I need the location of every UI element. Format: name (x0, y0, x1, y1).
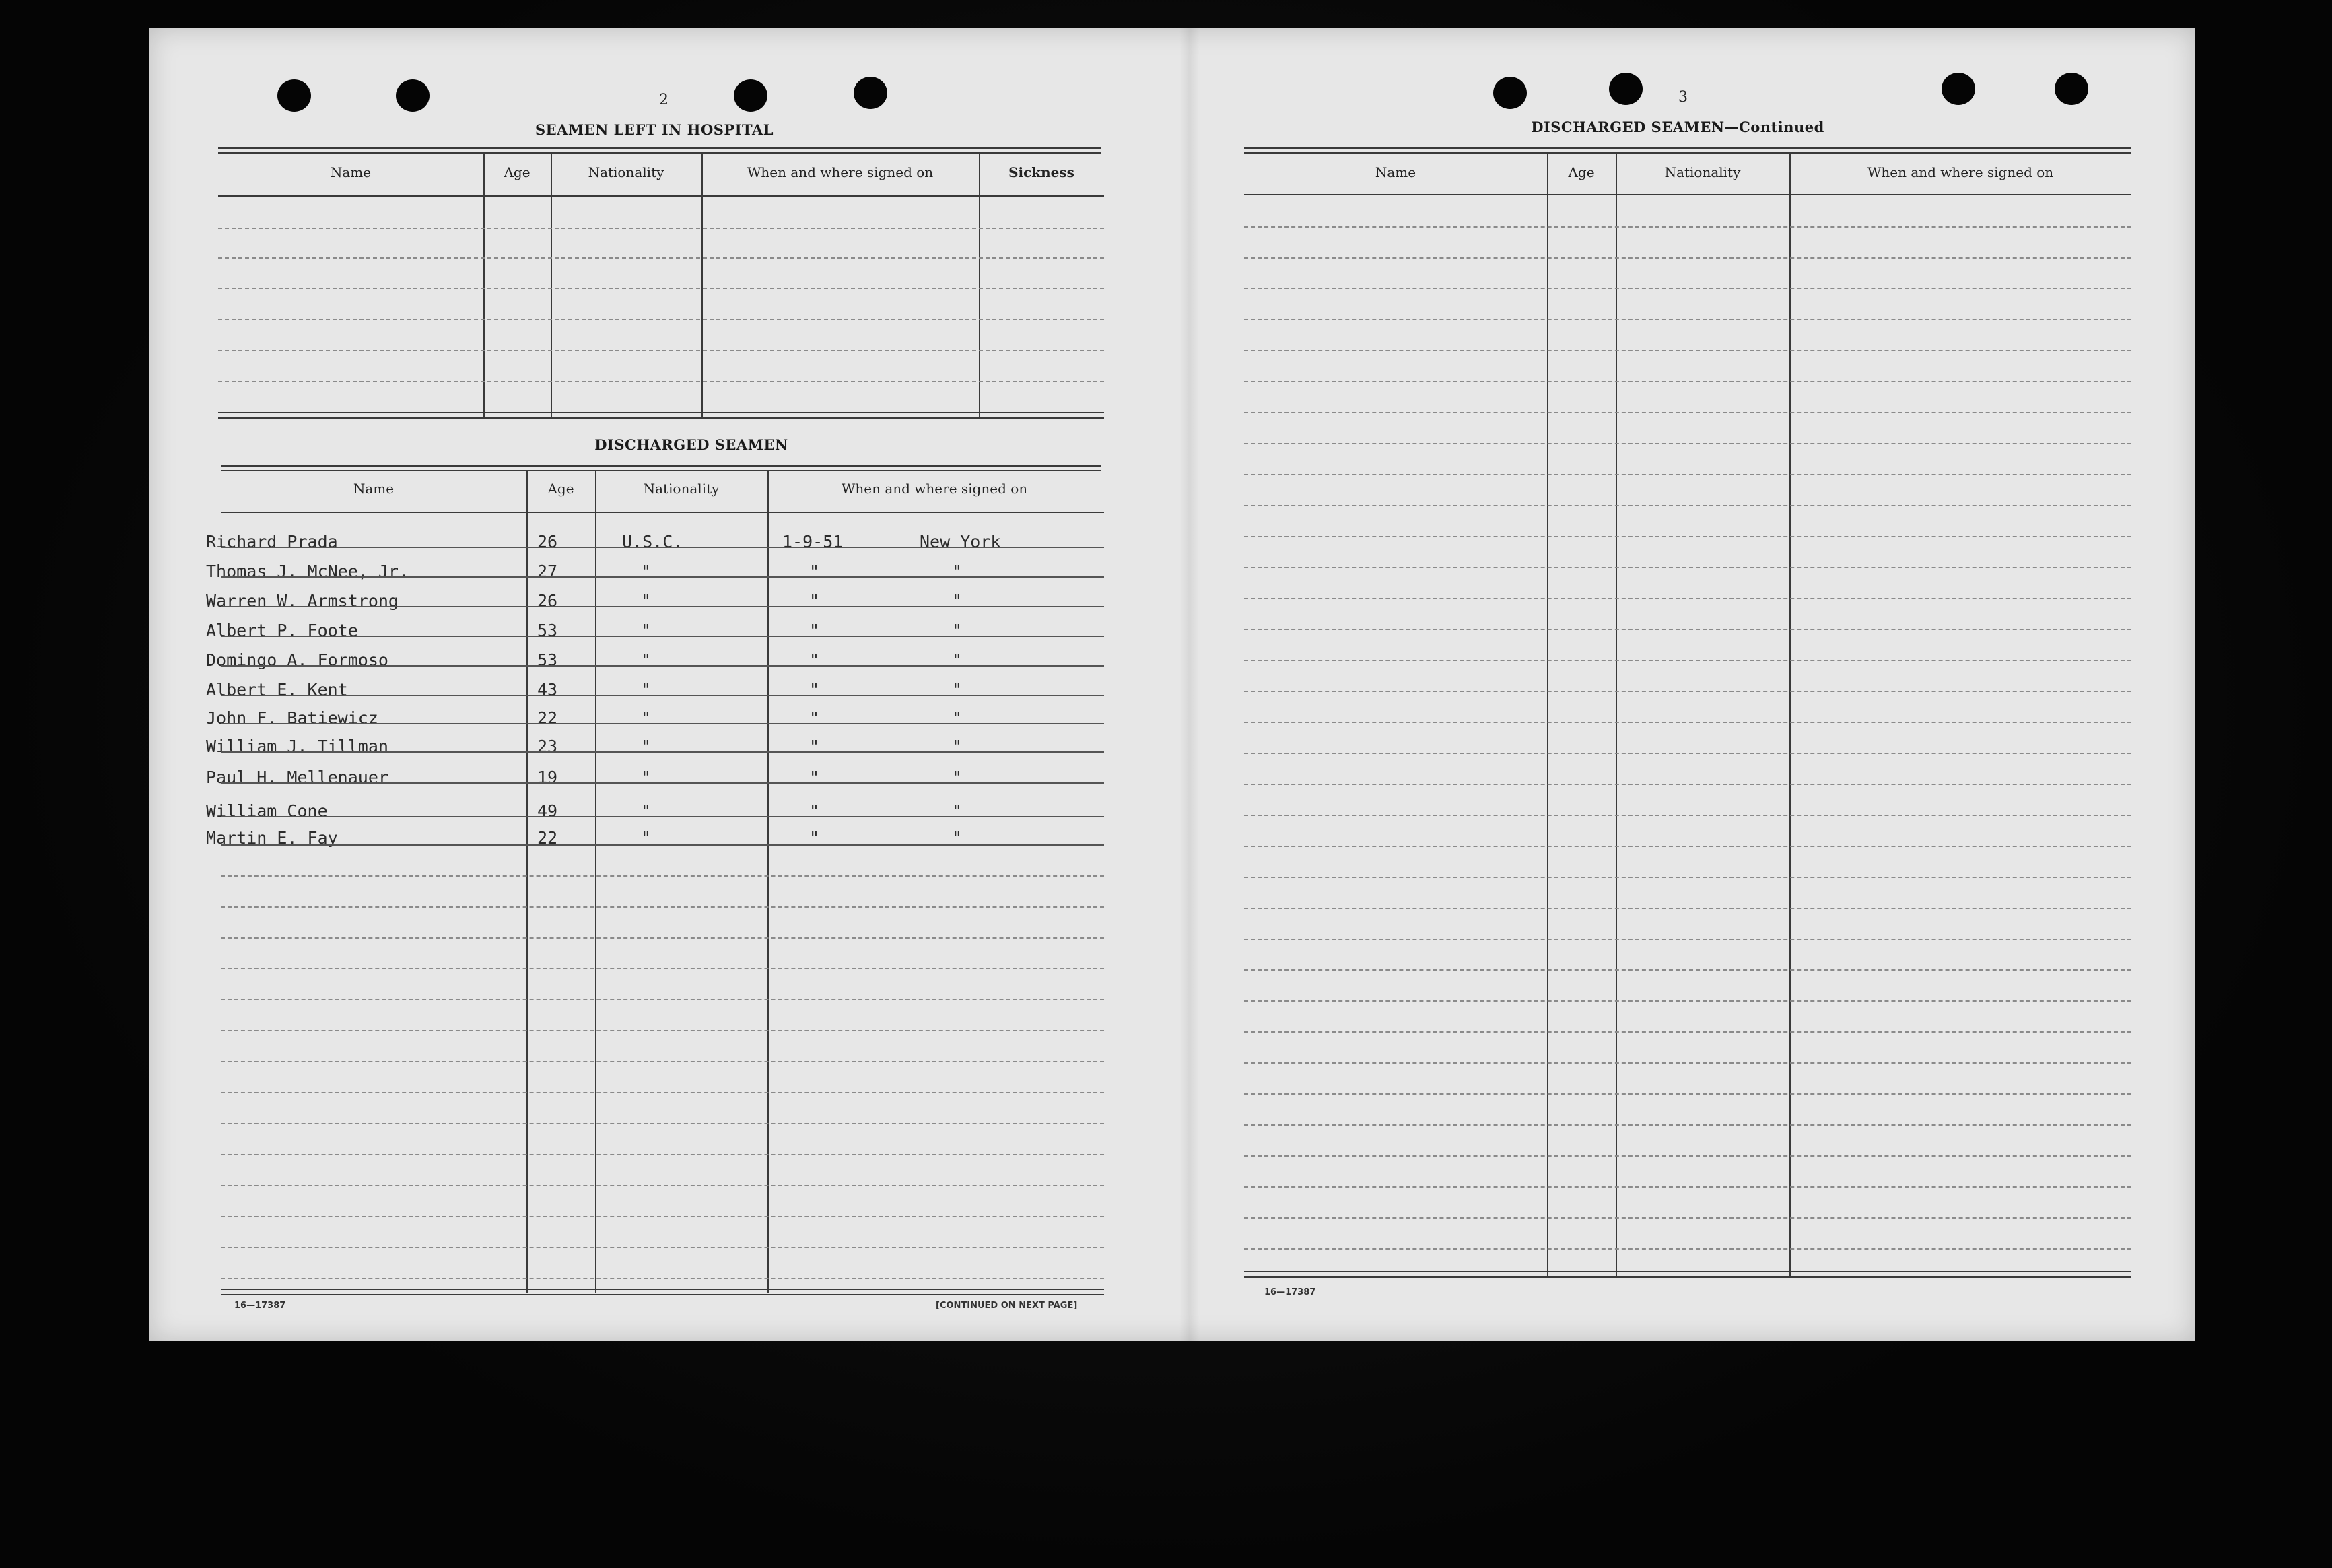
seaman-age: 22 (537, 708, 558, 728)
hospital-section-title: SEAMEN LEFT IN HOSPITAL (535, 121, 774, 138)
column-divider (1616, 154, 1617, 1278)
row-rule (1244, 629, 2131, 630)
signed-on-place: " (952, 801, 963, 821)
column-divider (595, 471, 596, 1293)
seaman-nationality: " (641, 768, 652, 787)
discharged-section-title: DISCHARGED SEAMEN (594, 436, 788, 453)
row-rule (1244, 598, 2131, 599)
row-rule (1244, 846, 2131, 847)
signed-on-place: " (952, 621, 963, 640)
column-divider (551, 154, 552, 417)
table-bottom-rule (218, 417, 1104, 419)
row-rule (1244, 660, 2131, 661)
column-header-signed-on: When and where signed on (1867, 164, 2054, 180)
form-number: 16—17387 (234, 1301, 286, 1311)
table-top-rule (1244, 152, 2131, 154)
continued-note: [CONTINUED ON NEXT PAGE] (936, 1301, 1078, 1311)
column-header-age: Age (504, 164, 530, 180)
row-rule (1244, 784, 2131, 785)
signed-on-place: " (952, 680, 963, 700)
table-top-rule (1244, 147, 2131, 149)
row-rule (218, 288, 1104, 289)
row-rule (221, 576, 1104, 578)
row-rule (221, 547, 1104, 548)
row-rule (1244, 908, 2131, 909)
row-rule (1244, 381, 2131, 382)
table-top-rule (221, 470, 1101, 471)
row-rule (1244, 350, 2131, 351)
row-rule (218, 350, 1104, 351)
seaman-age: 26 (537, 532, 558, 551)
signed-on-place: New York (920, 532, 1001, 551)
signed-on-place: " (952, 561, 963, 581)
row-rule (221, 695, 1104, 696)
table-bottom-rule (1244, 1276, 2131, 1278)
signed-on-place: " (952, 737, 963, 756)
seaman-age: 23 (537, 737, 558, 756)
seaman-age: 53 (537, 621, 558, 640)
column-header-sickness: Sickness (1008, 164, 1074, 180)
signed-on-date: " (809, 650, 820, 670)
row-rule (218, 257, 1104, 259)
seaman-name: Domingo A. Formoso (206, 650, 388, 670)
table-top-rule (221, 465, 1101, 467)
row-rule (1244, 474, 2131, 475)
row-rule (1244, 226, 2131, 228)
row-rule (1244, 753, 2131, 754)
row-rule (1244, 1217, 2131, 1219)
seaman-age: 26 (537, 591, 558, 611)
row-rule (1244, 815, 2131, 816)
column-divider (1789, 154, 1791, 1278)
left-page (149, 28, 1173, 1341)
signed-on-date: " (809, 737, 820, 756)
form-number: 16—17387 (1264, 1287, 1316, 1297)
seaman-nationality: " (641, 708, 652, 728)
table-bottom-rule (218, 412, 1104, 413)
seaman-nationality: " (641, 737, 652, 756)
header-rule (218, 195, 1104, 197)
table-bottom-rule (221, 1294, 1104, 1295)
signed-on-place: " (952, 768, 963, 787)
row-rule (221, 1123, 1104, 1124)
row-rule (221, 665, 1104, 667)
signed-on-date: " (809, 621, 820, 640)
signed-on-date: " (809, 801, 820, 821)
document-sheet (149, 28, 2195, 1341)
table-top-rule (218, 147, 1101, 149)
row-rule (221, 1061, 1104, 1062)
column-header-nationality: Nationality (588, 164, 664, 180)
seaman-nationality: " (641, 621, 652, 640)
signed-on-date: " (809, 768, 820, 787)
seaman-age: 22 (537, 828, 558, 848)
header-rule (221, 512, 1104, 513)
column-header-name: Name (1375, 164, 1416, 180)
row-rule (221, 937, 1104, 939)
row-rule (1244, 1248, 2131, 1250)
row-rule (1244, 1124, 2131, 1126)
row-rule (1244, 288, 2131, 289)
row-rule (221, 906, 1104, 908)
column-divider (526, 471, 528, 1293)
row-rule (221, 782, 1104, 784)
table-bottom-rule (221, 1289, 1104, 1290)
row-rule (1244, 691, 2131, 692)
row-rule (221, 1092, 1104, 1093)
seaman-age: 19 (537, 768, 558, 787)
column-header-nationality: Nationality (1664, 164, 1741, 180)
page-number: 3 (1678, 89, 1688, 106)
row-rule (221, 723, 1104, 724)
row-rule (1244, 412, 2131, 413)
right-page (1173, 28, 2195, 1341)
row-rule (221, 1216, 1104, 1217)
row-rule (221, 1185, 1104, 1186)
row-rule (1244, 1000, 2131, 1002)
seaman-nationality: " (641, 591, 652, 611)
signed-on-place: " (952, 708, 963, 728)
column-header-signed-on: When and where signed on (747, 164, 934, 180)
row-rule (221, 875, 1104, 877)
row-rule (1244, 443, 2131, 444)
table-top-rule (218, 152, 1101, 154)
seaman-age: 49 (537, 801, 558, 821)
column-header-name: Name (353, 481, 395, 497)
row-rule (218, 228, 1104, 229)
row-rule (1244, 1031, 2131, 1033)
row-rule (1244, 877, 2131, 878)
signed-on-place: " (952, 650, 963, 670)
seaman-age: 43 (537, 680, 558, 700)
seaman-nationality: " (641, 680, 652, 700)
row-rule (221, 636, 1104, 637)
column-divider (1547, 154, 1548, 1278)
seaman-name: William J. Tillman (206, 737, 388, 756)
seaman-name: Thomas J. McNee, Jr. (206, 561, 409, 581)
row-rule (1244, 257, 2131, 259)
row-rule (221, 968, 1104, 969)
signed-on-place: " (952, 591, 963, 611)
row-rule (221, 1247, 1104, 1248)
row-rule (221, 816, 1104, 817)
seaman-name: William Cone (206, 801, 328, 821)
row-rule (221, 1154, 1104, 1155)
row-rule (221, 1030, 1104, 1031)
signed-on-date: " (809, 708, 820, 728)
row-rule (1244, 1186, 2131, 1188)
column-header-age: Age (547, 481, 574, 497)
seaman-nationality: " (641, 561, 652, 581)
seaman-nationality: U.S.C. (622, 532, 683, 551)
signed-on-date: 1-9-51 (782, 532, 844, 551)
column-divider (767, 471, 769, 1293)
seaman-name: Richard Prada (206, 532, 338, 551)
row-rule (1244, 1062, 2131, 1064)
row-rule (1244, 319, 2131, 320)
discharged-continued-title: DISCHARGED SEAMEN—Continued (1531, 118, 1824, 135)
row-rule (1244, 722, 2131, 723)
seaman-name: Albert P. Foote (206, 621, 358, 640)
row-rule (221, 999, 1104, 1000)
seaman-nationality: " (641, 650, 652, 670)
seaman-name: Albert E. Kent (206, 680, 348, 700)
column-divider (483, 154, 485, 417)
signed-on-date: " (809, 828, 820, 848)
column-header-age: Age (1568, 164, 1595, 180)
row-rule (1244, 536, 2131, 537)
table-bottom-rule (1244, 1271, 2131, 1272)
column-divider (979, 154, 980, 417)
seaman-name: John F. Batiewicz (206, 708, 378, 728)
seaman-nationality: " (641, 828, 652, 848)
row-rule (221, 1278, 1104, 1279)
seaman-name: Martin E. Fay (206, 828, 338, 848)
column-header-name: Name (330, 164, 372, 180)
seaman-age: 53 (537, 650, 558, 670)
row-rule (1244, 567, 2131, 568)
row-rule (221, 844, 1104, 846)
signed-on-date: " (809, 680, 820, 700)
column-divider (701, 154, 703, 417)
row-rule (1244, 1093, 2131, 1095)
signed-on-date: " (809, 561, 820, 581)
page-number: 2 (659, 92, 668, 108)
signed-on-place: " (952, 828, 963, 848)
column-header-nationality: Nationality (643, 481, 720, 497)
row-rule (221, 606, 1104, 607)
row-rule (218, 381, 1104, 382)
seaman-name: Paul H. Mellenauer (206, 768, 388, 787)
seaman-age: 27 (537, 561, 558, 581)
row-rule (1244, 1155, 2131, 1157)
row-rule (1244, 969, 2131, 971)
seaman-nationality: " (641, 801, 652, 821)
row-rule (218, 319, 1104, 320)
row-rule (1244, 939, 2131, 940)
header-rule (1244, 194, 2131, 195)
signed-on-date: " (809, 591, 820, 611)
row-rule (221, 751, 1104, 753)
column-header-signed-on: When and where signed on (841, 481, 1028, 497)
row-rule (1244, 505, 2131, 506)
seaman-name: Warren W. Armstrong (206, 591, 399, 611)
